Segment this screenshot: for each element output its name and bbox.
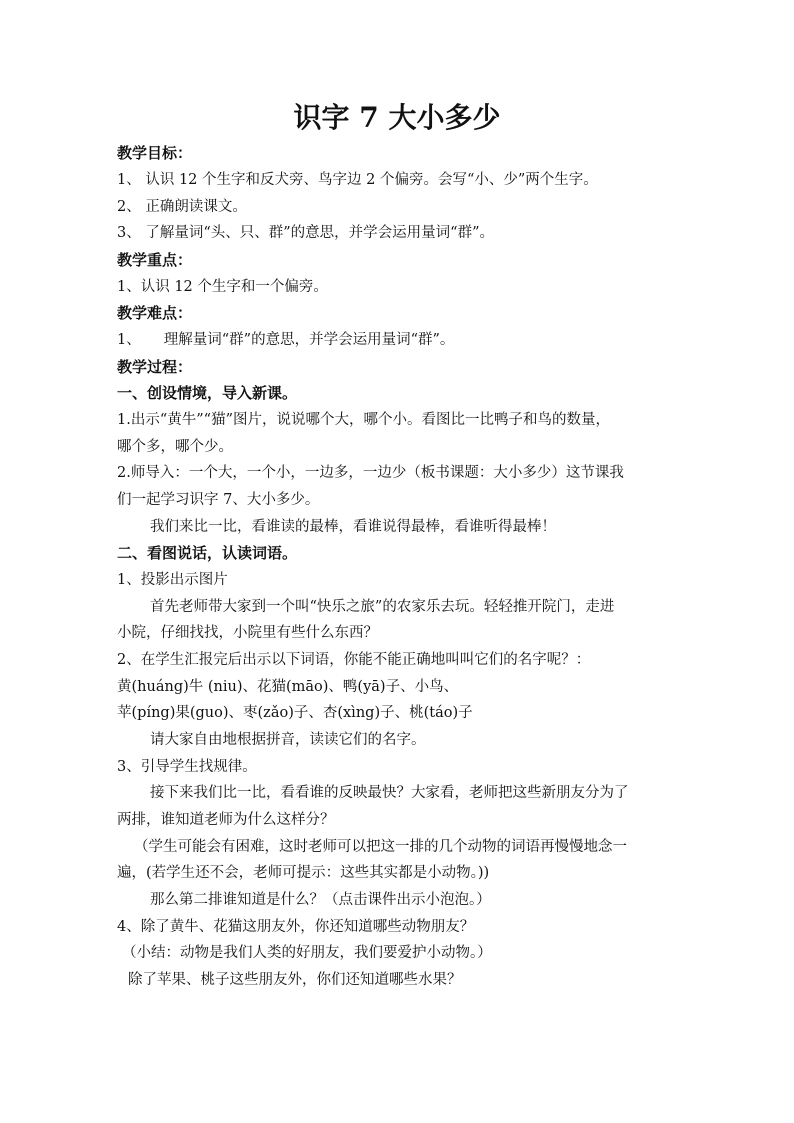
text-line: 我们来比一比，看谁读的最棒，看谁说得最棒，看谁听得最棒！ <box>150 519 556 535</box>
subsection-heading: 一、创设情境，导入新课。 <box>117 384 298 402</box>
text-line: 2、 正确朗读课文。 <box>117 199 247 215</box>
text-line: 1、投影出示图片 <box>117 572 228 588</box>
text-line: 1、认识 12 个生字和一个偏旁。 <box>117 279 328 295</box>
word-list-line: 苹(píng)果(guo)、枣(zǎo)子、杏(xìng)子、桃(táo)子 <box>117 705 473 721</box>
text-line: 3、 了解量词“头、只、群”的意思，并学会运用量词“群”。 <box>117 225 494 241</box>
text-line: 两排，谁知道老师为什么这样分？ <box>117 812 335 828</box>
section-heading-process: 教学过程： <box>117 358 193 376</box>
text-line: （小结：动物是我们人类的好朋友，我们要爱护小动物。） <box>122 945 492 961</box>
text-line: 4、除了黄牛、花猫这朋友外，你还知道哪些动物朋友？ <box>117 919 475 935</box>
text-line: 1、 理解量词“群”的意思，并学会运用量词“群”。 <box>117 332 455 348</box>
text-line: 2、在学生汇报完后出示以下词语，你能不能正确地叫叫它们的名字呢？： <box>117 652 591 668</box>
text-line: （学生可能会有困难，这时老师可以把这一排的几个动物的词语再慢慢地念一 <box>134 839 627 855</box>
text-line: 们一起学习识字 7、大小多少。 <box>117 492 320 508</box>
text-line: 首先老师带大家到一个叫“快乐之旅”的农家乐去玩。轻轻推开院门，走进 <box>150 599 615 615</box>
text-line: 除了苹果、桃子这些朋友外，你们还知道哪些水果？ <box>128 972 462 988</box>
text-line: 那么第二排谁知道是什么？（点击课件出示小泡泡。） <box>150 892 491 908</box>
subsection-heading: 二、看图说话，认读词语。 <box>117 544 298 562</box>
document-title: 识字 7 大小多少 <box>293 101 501 134</box>
text-line: 遍，(若学生还不会，老师可提示：这些其实都是小动物。)) <box>117 865 490 881</box>
text-line: 小院，仔细找找，小院里有些什么东西？ <box>117 625 378 641</box>
text-line: 请大家自由地根据拼音，读读它们的名字。 <box>150 732 426 748</box>
text-line: 2.师导入：一个大，一个小，一边多，一边少（板书课题：大小多少）这节课我 <box>117 465 624 481</box>
word-list-line: 黄(huáng)牛 (niu)、花猫(māo)、鸭(yā)子、小鸟、 <box>117 679 459 695</box>
text-line: 哪个多，哪个少。 <box>117 439 233 455</box>
section-heading-key-points: 教学重点： <box>117 251 193 269</box>
text-line: 1.出示“黄牛”“猫”图片，说说哪个大，哪个小。看图比一比鸭子和鸟的数量， <box>117 412 610 428</box>
section-heading-objectives: 教学目标： <box>117 144 193 162</box>
text-line: 接下来我们比一比，看看谁的反映最快？大家看，老师把这些新朋友分为了 <box>150 785 629 801</box>
text-line: 1、 认识 12 个生字和反犬旁、鸟字边 2 个偏旁。会写“小、少”两个生字。 <box>117 172 598 188</box>
section-heading-difficulties: 教学难点： <box>117 304 193 322</box>
text-line: 3、引导学生找规律。 <box>117 759 257 775</box>
